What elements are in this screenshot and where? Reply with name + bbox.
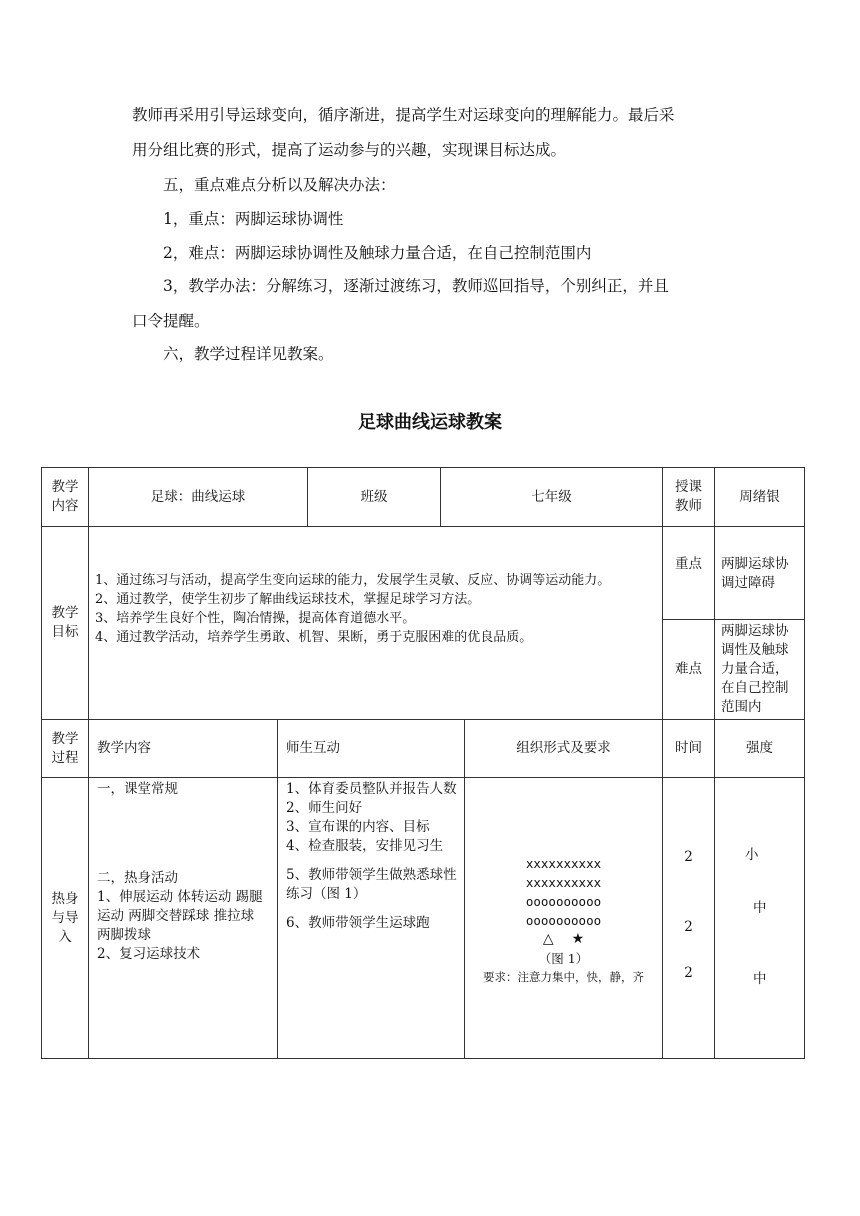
class-label-cell — [308, 468, 441, 527]
lesson-plan-title: 足球曲线运球教案 — [358, 412, 502, 433]
lesson-plan-table — [41, 467, 805, 1059]
key-point-line: 1，重点：两脚运球协调性 — [163, 210, 344, 228]
interaction-header-cell — [278, 720, 465, 778]
key-point-value: 两脚运球协调过障碍 — [721, 556, 789, 591]
teacher-label-cell — [663, 468, 715, 527]
intensity-value: 小 — [745, 847, 759, 863]
intensity-header-cell — [715, 720, 805, 778]
teacher-name: 周绪银 — [739, 488, 780, 505]
warmup-content-cell — [89, 778, 278, 1059]
objectives-label: 教学目标 — [51, 605, 79, 640]
intensity-value: 中 — [753, 900, 767, 916]
figure-caption: （图 1） — [538, 951, 589, 966]
class-value-cell — [441, 468, 663, 527]
time-header-cell — [663, 720, 715, 778]
objective-item: 3、培养学生良好个性，陶冶情操，提高体育道德水平。 — [95, 611, 416, 626]
intensity-value: 中 — [753, 971, 767, 987]
difficulty-label: 难点 — [675, 661, 702, 677]
key-point-label-cell — [663, 527, 715, 620]
objective-item: 1、通过练习与活动，提高学生变向运球的能力，发展学生灵敏、反应、协调等运动能力。 — [95, 573, 611, 588]
time-value: 2 — [684, 965, 693, 981]
content-label: 教学内容 — [51, 479, 79, 514]
section-six-heading: 六，教学过程详见教案。 — [163, 345, 334, 363]
warmup-time-cell — [663, 778, 715, 1059]
formation-row: xxxxxxxxxx — [525, 875, 602, 890]
warmup-content-activity: 二，热身活动 — [97, 870, 178, 886]
time-header: 时间 — [675, 740, 702, 756]
content-label-cell — [42, 468, 89, 527]
formation-diagram-cell — [465, 778, 663, 1059]
paragraph-line-1: 教师再采用引导运球变向，循序渐进，提高学生对运球变向的理解能力。最后采 — [132, 106, 675, 124]
warmup-intensity-cell — [715, 778, 805, 1059]
section-five-heading: 五，重点难点分析以及解决办法： — [163, 176, 396, 194]
method-line-1: 3，教学办法：分解练习，逐渐过渡练习，教师巡回指导，个别纠正，并且 — [163, 277, 669, 295]
content-value-cell — [89, 468, 308, 527]
process-label-cell — [42, 720, 89, 778]
time-value: 2 — [684, 849, 693, 865]
difficulty-value-cell — [715, 620, 805, 720]
organization-header: 组织形式及要求 — [516, 740, 611, 756]
formation-row: oooooooooo — [525, 894, 602, 909]
paragraph-line-2: 用分组比赛的形式，提高了运动参与的兴趣，实现课目标达成。 — [132, 141, 567, 159]
method-line-2: 口令提醒。 — [132, 312, 210, 330]
interaction-header: 师生互动 — [286, 740, 340, 756]
warmup-interaction-cell — [278, 778, 465, 1059]
interaction-item: 6、教师带领学生运球跑 — [286, 915, 430, 931]
formation-row: oooooooooo — [525, 913, 602, 928]
key-point-label: 重点 — [675, 556, 702, 572]
process-label: 教学过程 — [51, 730, 79, 766]
teacher-label: 授课教师 — [675, 479, 702, 514]
objective-item: 4、通过教学活动，培养学生勇敢、机智、果断，勇于克服困难的优良品质。 — [95, 630, 533, 645]
time-value: 2 — [684, 919, 693, 935]
objectives-label-cell — [42, 527, 89, 720]
process-content-header-cell — [89, 720, 278, 778]
formation-row: xxxxxxxxxx — [525, 856, 602, 871]
difficulty-value: 两脚运球协调性及触球力量合适，在自己控制范围内 — [721, 623, 789, 715]
teacher-name-cell — [715, 468, 805, 527]
formation-requirement: 要求：注意力集中，快，静，齐 — [483, 970, 644, 984]
organization-header-cell — [465, 720, 663, 778]
warmup-content-routine: 一，课堂常规 — [97, 781, 178, 797]
interaction-item: 1、体育委员整队并报告人数 — [286, 781, 457, 797]
key-point-value-cell — [715, 527, 805, 620]
process-content-header: 教学内容 — [97, 740, 151, 756]
difficulty-line: 2，难点：两脚运球协调性及触球力量合适，在自己控制范围内 — [163, 244, 592, 262]
interaction-item: 4、检查服装，安排见习生 — [286, 838, 444, 854]
interaction-item: 5、教师带领学生做熟悉球性练习（图 1） — [286, 867, 457, 902]
warmup-label: 热身与导入 — [51, 890, 79, 945]
content-value: 足球：曲线运球 — [150, 488, 246, 505]
objective-item: 2、通过教学，使学生初步了解曲线运球技术，掌握足球学习方法。 — [95, 592, 481, 607]
class-value: 七年级 — [531, 488, 572, 505]
teacher-position-symbols: △★ — [542, 931, 603, 947]
warmup-label-cell — [42, 778, 89, 1059]
interaction-item: 2、师生问好 — [286, 800, 363, 816]
interaction-item: 3、宣布课的内容、目标 — [286, 819, 430, 835]
warmup-content-review: 2、复习运球技术 — [97, 946, 201, 962]
objectives-cell — [89, 527, 663, 720]
warmup-content-exercises: 1、伸展运动 体转运动 踢腿运动 两脚交替踩球 推拉球 两脚拨球 — [97, 889, 263, 943]
intensity-header: 强度 — [746, 740, 773, 756]
class-label: 班级 — [360, 488, 388, 505]
difficulty-label-cell — [663, 620, 715, 720]
